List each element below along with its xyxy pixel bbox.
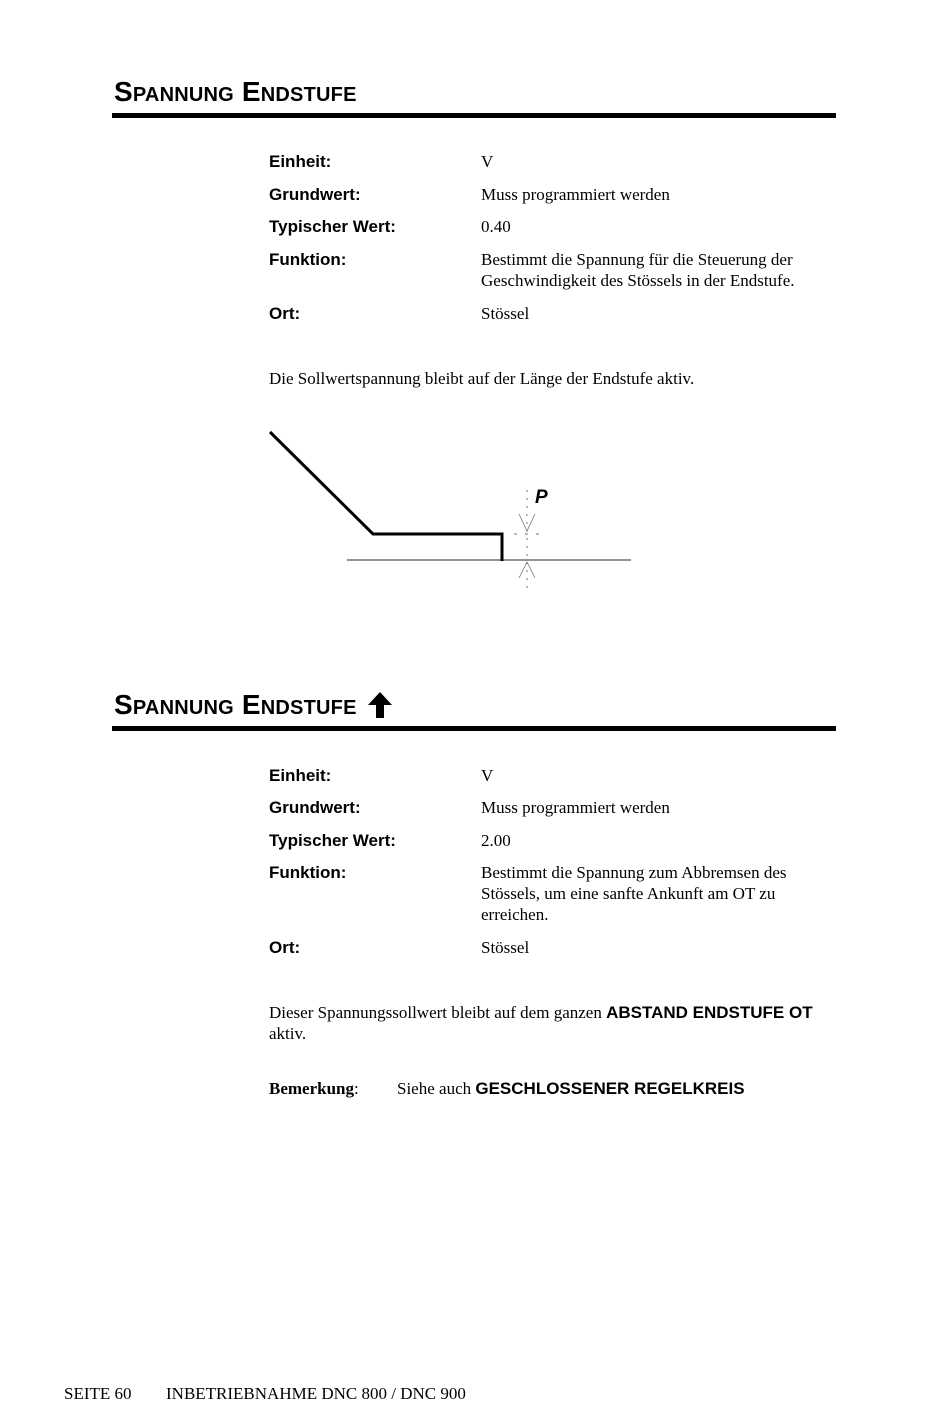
param-value: Muss programmiert werden [481, 185, 670, 204]
param-value: Muss programmiert werden [481, 798, 670, 817]
param-label: Grundwert: [269, 798, 361, 817]
param-value: Bestimmt die Spannung für die Steuerung der Geschwindigkeit des Stössels in der Endstufe. [481, 250, 795, 290]
ram-profile-line [270, 432, 502, 561]
footer-doc-title: INBETRIEBNAHME DNC 800 / DNC 900 [166, 1384, 466, 1403]
param-label: Grundwert: [269, 185, 361, 204]
section-title-text: Spannung Endstufe [114, 76, 357, 107]
param-value: Stössel [481, 938, 530, 957]
up-arrow-icon [367, 691, 393, 719]
param-label: Typischer Wert: [269, 831, 396, 850]
param-value: V [481, 152, 494, 171]
param-value: Stössel [481, 304, 530, 323]
section-paragraph [269, 1002, 829, 1044]
parameter-reference: ABSTAND ENDSTUFE OT [606, 1003, 813, 1022]
param-label: Typischer Wert: [269, 217, 396, 236]
note-label-text: Bemerkung [269, 1079, 354, 1098]
section-title-text: Spannung Endstufe [114, 689, 357, 720]
note-text [397, 1078, 745, 1099]
param-value: 0.40 [481, 217, 511, 236]
paragraph-text: Dieser Spannungssollwert bleibt auf dem ganzen [269, 1003, 607, 1022]
param-value: V [481, 766, 494, 785]
stroke-profile-diagram [0, 0, 950, 620]
param-label: Einheit: [269, 766, 332, 785]
title-rule [112, 726, 836, 731]
section-title [114, 689, 393, 721]
note-reference: GESCHLOSSENER REGELKREIS [475, 1079, 745, 1098]
param-label: Ort: [269, 938, 301, 957]
paragraph-text: aktiv. [269, 1024, 307, 1043]
note-label [269, 1078, 359, 1099]
note-text-pre: Siehe auch [397, 1079, 476, 1098]
param-label: Ort: [269, 304, 301, 323]
footer-page-number: SEITE 60 [64, 1384, 132, 1403]
param-value: 2.00 [481, 831, 511, 850]
param-label: Einheit: [269, 152, 332, 171]
param-label: Funktion: [269, 863, 347, 882]
param-label: Funktion: [269, 250, 347, 269]
param-value: Bestimmt die Spannung zum Abbremsen des Stössels, um eine sanfte Ankunft am OT zu erreichen. [481, 863, 787, 924]
note-colon: : [354, 1079, 359, 1098]
point-p-label: P [535, 487, 548, 508]
section-paragraph: Die Sollwertspannung bleibt auf der Länge der Endstufe aktiv. [269, 369, 695, 388]
